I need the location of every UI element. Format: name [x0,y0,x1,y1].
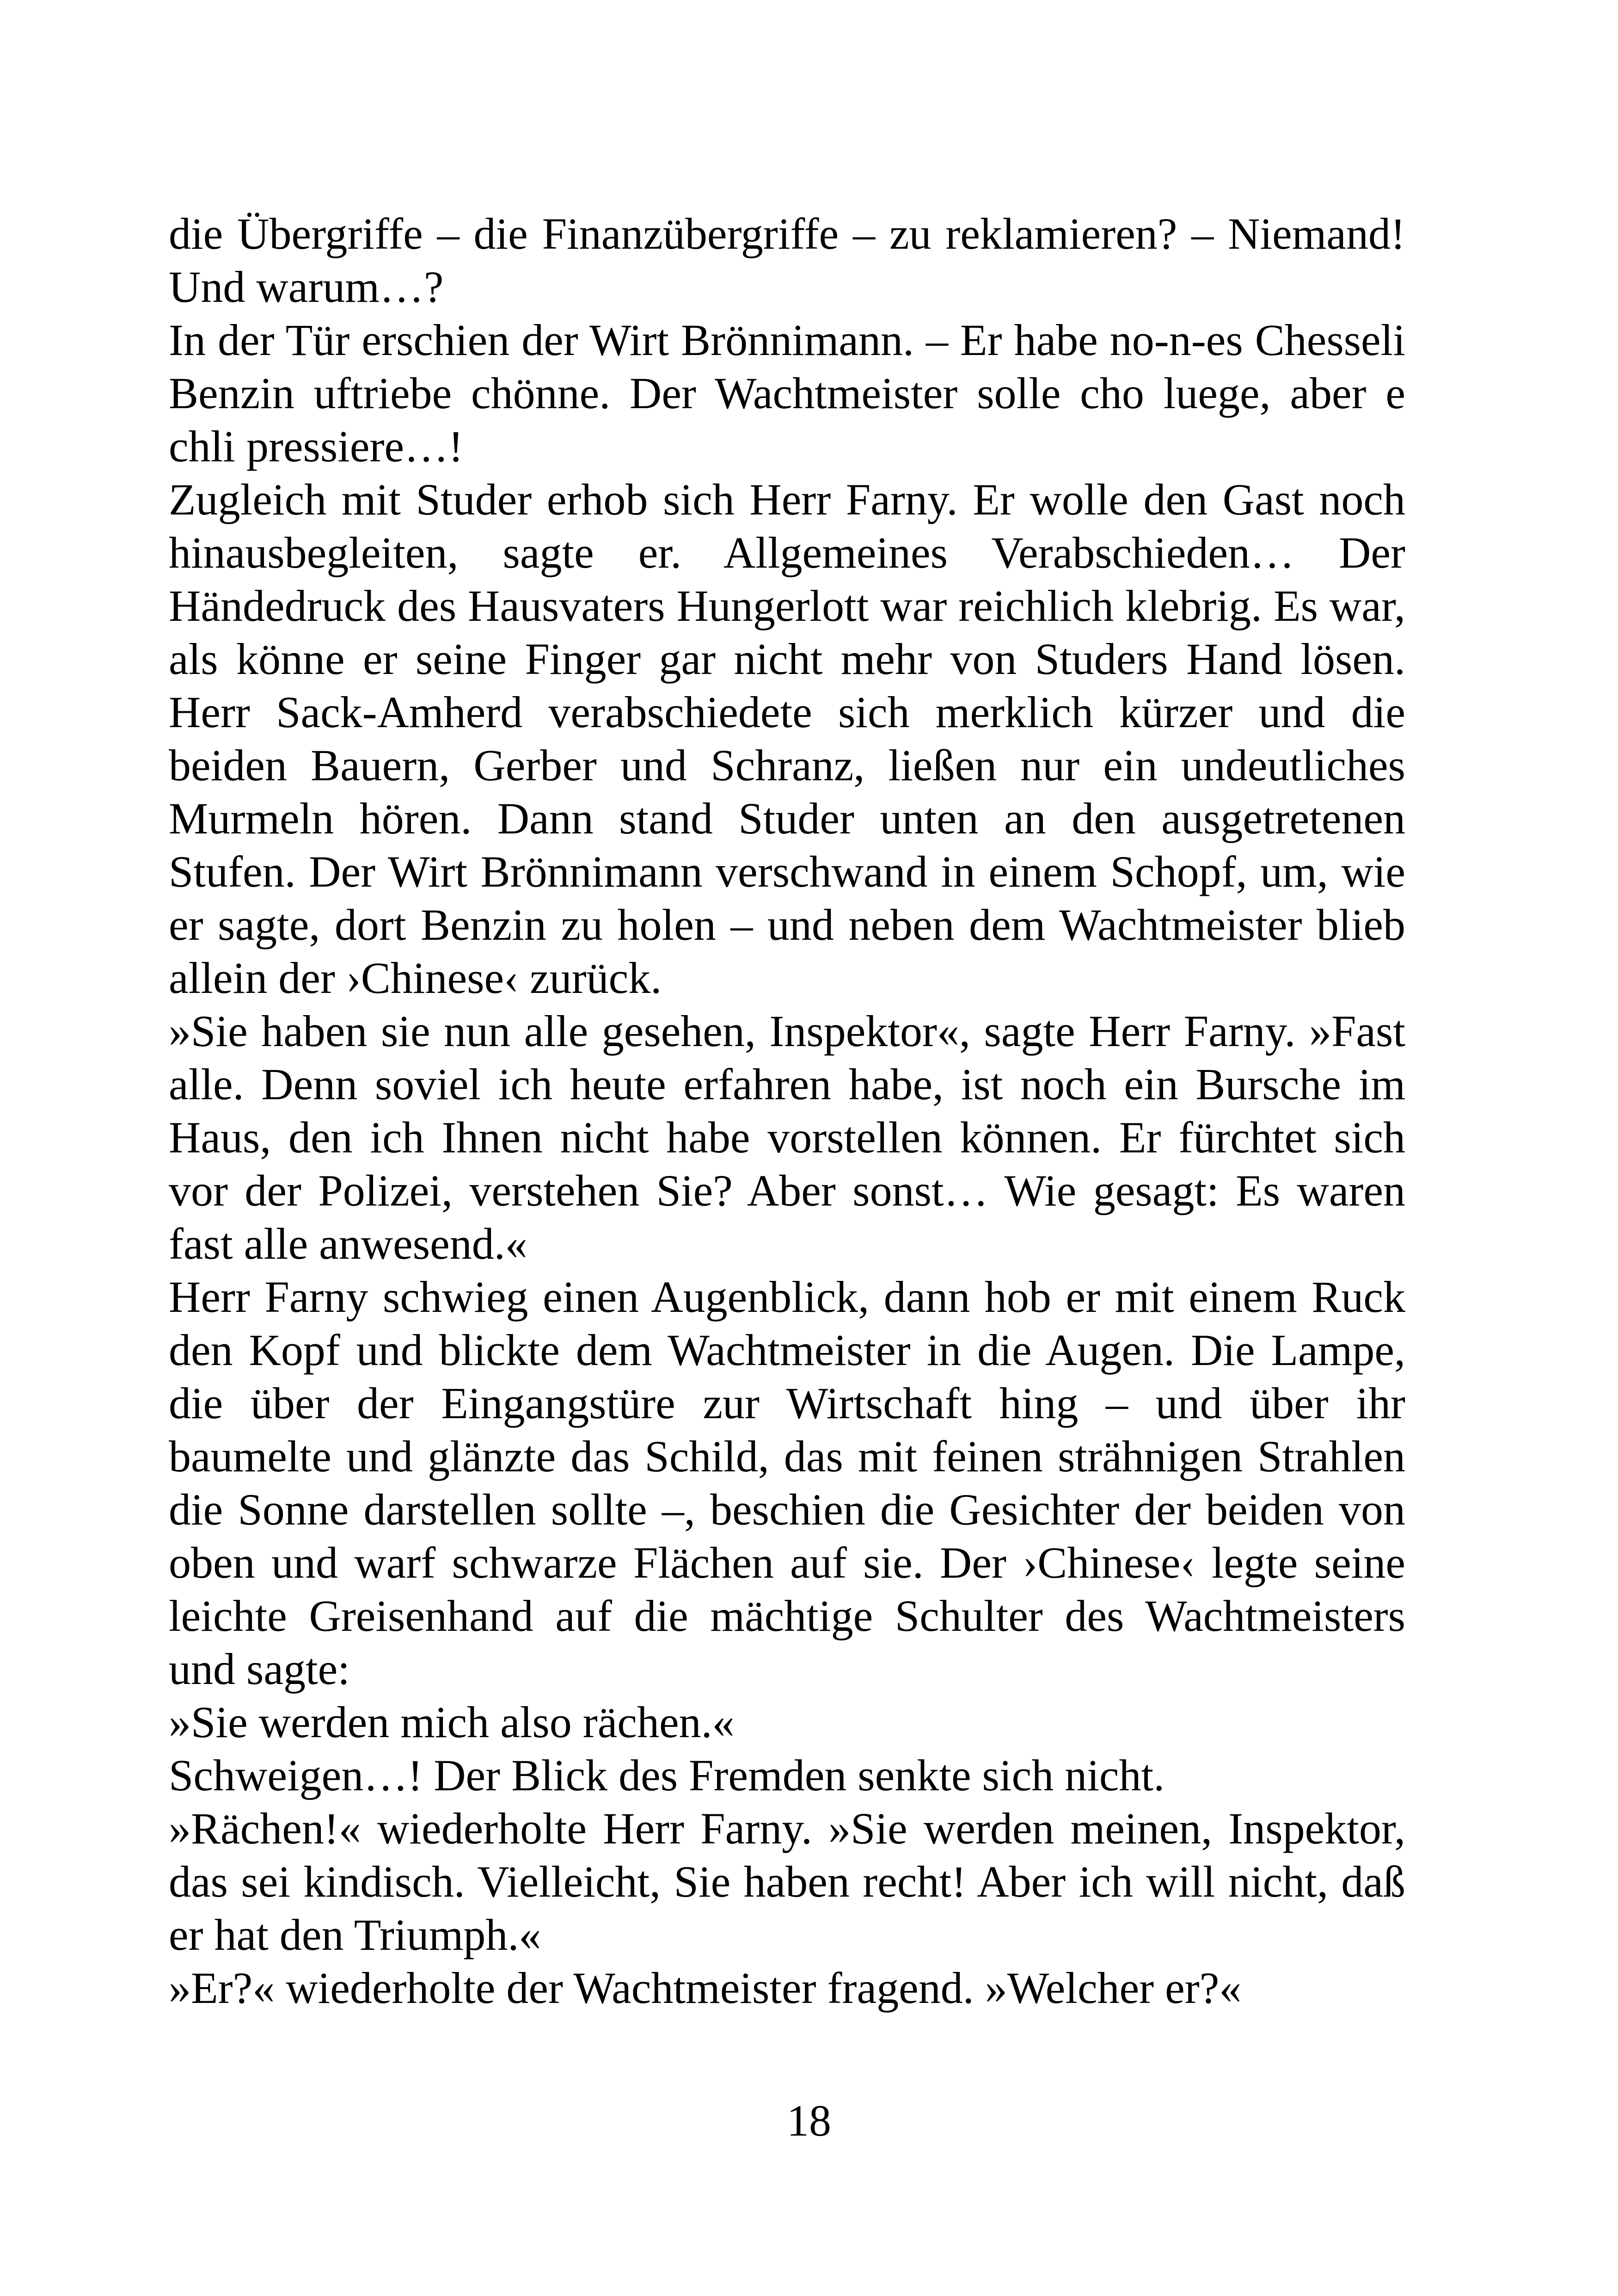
paragraph: »Sie haben sie nun alle gesehen, Inspektor«, sagte Herr Farny. »Fast alle. Denn soviel ich heute erfahren habe, ist noch ein Bursche im Haus, den ich Ihnen nicht habe vorstellen können. Er fürchtet sich vor der Polizei, verstehen Sie? Aber sonst… Wie gesagt: Es waren fast alle anwesend.« [169,1006,1405,1268]
body-text [169,207,1405,2014]
paragraph: »Rächen!« wiederholte Herr Farny. »Sie werden meinen, Inspektor, das sei kindisch. Vielleicht, Sie haben recht! Aber ich will nicht, daß er hat den Triumph.« [169,1804,1405,1959]
paragraph: In der Tür erschien der Wirt Brönnimann. – Er habe no-n-es Chesseli Benzin uftriebe chönne. Der Wachtmeister solle cho luege, aber e chli pressiere…! [169,315,1405,471]
paragraph: Herr Farny schwieg einen Augenblick, dann hob er mit einem Ruck den Kopf und blickte dem Wachtmeister in die Augen. Die Lampe, die über der Eingangstüre zur Wirtschaft hing – und über ihr baumelte und glänzte das Schild, das mit feinen strähnigen Strahlen die Sonne darstellen sollte –, beschien die Gesichter der beiden von oben und warf schwarze Flächen auf sie. Der ›Chinese‹ legte seine leichte Greisenhand auf die mächtige Schulter des Wachtmeisters und sagte: [169,1272,1405,1694]
paragraph: die Übergriffe – die Finanzübergriffe – zu reklamieren? – Niemand! Und warum…? [169,209,1405,312]
paragraph: »Er?« wiederholte der Wachtmeister fragend. »Welcher er?« [169,1963,1242,2013]
paragraph: Schweigen…! Der Blick des Fremden senkte sich nicht. [169,1751,1165,1800]
page-number: 18 [787,2096,831,2145]
paragraph: Zugleich mit Studer erhob sich Herr Farny. Er wolle den Gast noch hinausbegleiten, sagte er. Allgemeines Verabschieden… Der Händedruck des Hausvaters Hungerlott war reichlich klebrig. Es war, als könne er seine Finger gar nicht mehr von Studers Hand lösen. Herr Sack-Amherd verabschiedete sich merklich kürzer und die beiden Bauern, Gerber und Schranz, ließen nur ein undeutliches Murmeln hören. Dann stand Studer unten an den ausgetretenen Stufen. Der Wirt Brönnimann verschwand in einem Schopf, um, wie er sagte, dort Benzin zu holen – und neben dem Wachtmeister blieb allein der ›Chinese‹ zurück. [169,475,1405,1003]
paragraph: »Sie werden mich also rächen.« [169,1697,735,1747]
